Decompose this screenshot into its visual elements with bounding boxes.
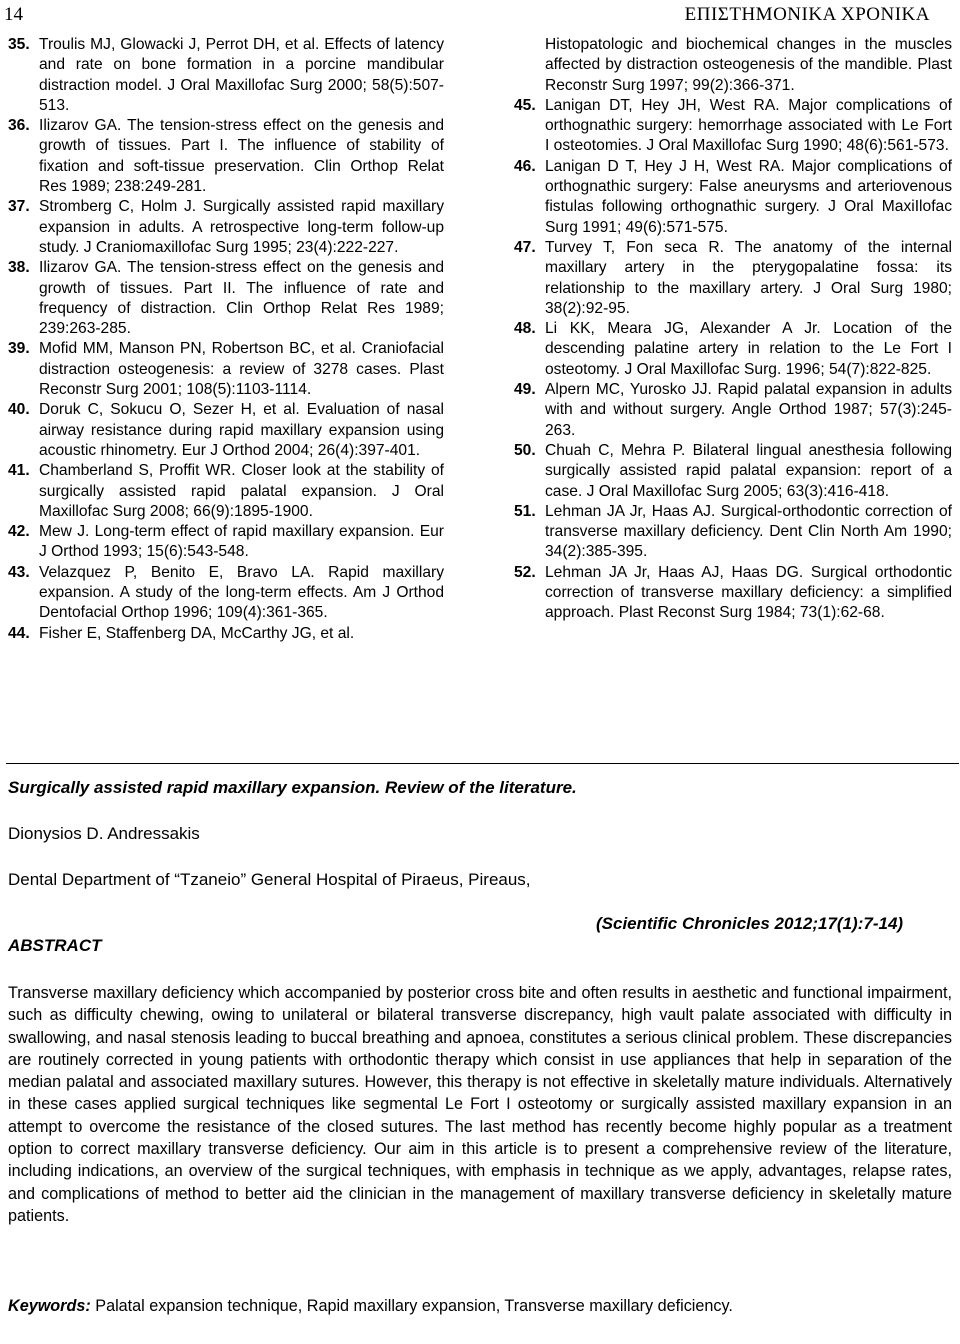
reference-text: Li KK, Meara JG, Alexander A Jr. Location of the descending palatine artery in relation to the Le Fort I osteotomy. J Oral Maxillofac Surg. 1996; 54(7):822-825. (545, 320, 952, 378)
reference-text: Stromberg C, Holm J. Surgically assisted rapid maxillary expansion in adults. A retrospective long-term follow-up study. J Craniomaxillofac Surg 1995; 23(4):222-227. (39, 198, 444, 256)
section-divider (6, 763, 959, 764)
reference-item (8, 522, 444, 563)
reference-number: 35. (8, 36, 30, 53)
reference-text: Alpern MC, Yurosko JJ. Rapid palatal expansion in adults with and without surgery. Angle Orthod 1987; 57(3):245-263. (545, 381, 952, 439)
reference-item (8, 461, 444, 522)
reference-item (514, 380, 952, 441)
reference-number: 39. (8, 340, 30, 358)
reference-number: 45. (514, 96, 536, 114)
reference-item (8, 197, 444, 258)
references-right-column (514, 35, 952, 624)
reference-item (514, 157, 952, 238)
reference-text: Chamberland S, Proffit WR. Closer look at the stability of surgically assisted rapid palatal expansion. J Oral Maxillofac Surg 2008; 66(9):1895-1900. (39, 462, 444, 520)
reference-number: 42. (8, 523, 30, 541)
reference-number (514, 35, 545, 96)
page-number: 14 (4, 4, 23, 25)
reference-item (8, 35, 444, 116)
reference-text: Turvey T, Fon seca R. The anatomy of the internal maxillary artery in the pterygopalatine fossa: its relationship to the maxillary artery. J Oral Surg 1980; 38(2):92-95. (545, 238, 952, 317)
reference-item (514, 238, 952, 319)
reference-text: Fisher E, Staffenberg DA, McCarthy JG, et al. (39, 624, 355, 642)
reference-number: 43. (8, 563, 30, 581)
reference-text: Lehman JA Jr, Haas AJ, Haas DG. Surgical orthodontic correction of transverse maxillary deficiency: a simplified approach. Plast Reconst Surg 1984; 73(1):62-68. (545, 563, 952, 622)
article-title: Surgically assisted rapid maxillary expansion. Review of the literature. (8, 778, 577, 797)
reference-item (514, 502, 952, 563)
reference-item (514, 441, 952, 502)
reference-number: 52. (514, 563, 536, 581)
references-left-column (8, 35, 444, 644)
reference-text: Ilizarov GA. The tension-stress effect on the genesis and growth of tissues. Part II. The influence of rate and frequency of distraction. Clin Orthop Relat Res 1989; 239:263-285. (39, 259, 444, 338)
reference-number: 50. (514, 441, 536, 459)
keywords-text: Palatal expansion technique, Rapid maxillary expansion, Transverse maxillary deficiency. (95, 1297, 733, 1315)
reference-text: Mofid MM, Manson PN, Robertson BC, et al. Craniofacial distraction osteogenesis: a review of 3278 cases. Plast Reconstr Surg 2001; 108(5):1103-1114. (39, 340, 444, 399)
reference-item (8, 258, 444, 339)
reference-item (514, 96, 952, 157)
abstract-heading: ABSTRACT (8, 936, 102, 955)
reference-number: 37. (8, 198, 30, 216)
reference-number: 41. (8, 462, 30, 480)
reference-text: Histopatologic and biochemical changes in the muscles affected by distraction osteogenesis of the mandible. Plast Reconstr Surg 1997; 99(2):366-371. (545, 36, 952, 94)
reference-number: 46. (514, 157, 536, 175)
reference-number: 44. (8, 624, 30, 642)
reference-text: Lehman JA Jr, Haas AJ. Surgical-orthodontic correction of transverse maxillary deficiency. Dent Clin North Am 1990; 34(2):385-395. (545, 502, 952, 561)
reference-item (8, 563, 444, 624)
abstract-body: Transverse maxillary deficiency which accompanied by posterior cross bite and often results in aesthetic and functional impairment, such as difficulty chewing, owing to unilateral or bilateral transverse discrepancy, high vault palate associated with difficulty in swallowing, and nasal stenosis leading to buccal breathing and apnoea, constitutes a serious clinical problem. These discrepancies are routinely corrected in young patients with orthodontic therapy which consist in use appliances that help in separation of the median palatal and associated maxillary sutures. However, this therapy is not effective in skeletally mature individuals. Alternatively in these cases applied surgical techniques like segmental Le Fort I osteotomy or surgically assisted maxillary expansion in an attempt to overcome the resistance of the closed sutures. The last method has recently become highly popular as a treatment option to correct maxillary transverse deficiency. Our aim in this article is to present a comprehensive review of the literature, including indications, an overview of the surgical techniques, with emphasis in technique as we apply, advantages, relapse rates, and complications of method to better aid the clinician in the management of maxillary transverse deficiency in skeletally mature patients. (8, 984, 952, 1225)
reference-text: Velazquez P, Benito E, Bravo LA. Rapid maxillary expansion. A study of the long-term effects. Am J Orthod Dentofacial Orthop 1996; 109(4):361-365. (39, 563, 444, 622)
reference-item (514, 35, 952, 96)
reference-number: 38. (8, 259, 30, 277)
reference-item (514, 563, 952, 624)
reference-text: Troulis MJ, Glowacki J, Perrot DH, et al. Effects of latency and rate on bone formation in a porcine mandibular distraction model. J Oral Maxillofac Surg 2000; 58(5):507-513. (39, 36, 444, 114)
keywords (8, 1297, 733, 1316)
reference-text: Chuah C, Mehra P. Bilateral lingual anesthesia following surgically assisted rapid palatal expansion: report of a case. J Oral Maxillofac Surg 2005; 63(3):416-418. (545, 441, 952, 500)
reference-item (8, 116, 444, 197)
reference-text: Lanigan D T, Hey J H, West RA. Major complications of orthognathic surgery: False aneurysms and arteriovenous fistulas following orthognathic surgery. J Oral MaxiIlofac Surg 1991; 49(6):571-575. (545, 157, 952, 236)
reference-text: Doruk C, Sokucu O, Sezer H, et al. Evaluation of nasal airway resistance during rapid maxillary expansion using acoustic rhinometry. Eur J Orthod 2004; 26(4):397-401. (39, 401, 444, 459)
reference-item (8, 400, 444, 461)
reference-number: 47. (514, 238, 536, 256)
journal-name: ΕΠΙΣΤΗΜΟΝΙΚΑ ΧΡΟΝΙΚΑ (684, 4, 930, 25)
keywords-label: Keywords: (8, 1297, 91, 1315)
reference-number: 51. (514, 502, 536, 520)
journal-citation: (Scientific Chronicles 2012;17(1):7-14) (596, 914, 904, 933)
reference-text: Mew J. Long-term effect of rapid maxillary expansion. Eur J Orthod 1993; 15(6):543-548. (39, 523, 444, 561)
reference-text: Ilizarov GA. The tension-stress effect on the genesis and growth of tissues. Part I. The influence of stability of fixation and soft-tissue preservation. Clin Orthop Relat Res 1989; 238:249-281. (39, 117, 444, 196)
reference-number: 40. (8, 401, 30, 419)
reference-item (8, 339, 444, 400)
reference-number: 36. (8, 117, 30, 135)
reference-number: 48. (514, 320, 536, 338)
reference-item (514, 319, 952, 380)
author-affiliation: Dental Department of “Tzaneio” General Hospital of Piraeus, Pireaus, (8, 870, 531, 889)
author-name: Dionysios D. Andressakis (8, 824, 200, 843)
reference-item (8, 624, 444, 644)
reference-number: 49. (514, 381, 536, 399)
reference-text: Lanigan DT, Hey JH, West RA. Major complications of orthognathic surgery: hemorrhage associated with Le Fort I osteotomies. J Oral Maxillofac Surg 1990; 48(6):561-573. (545, 96, 952, 155)
